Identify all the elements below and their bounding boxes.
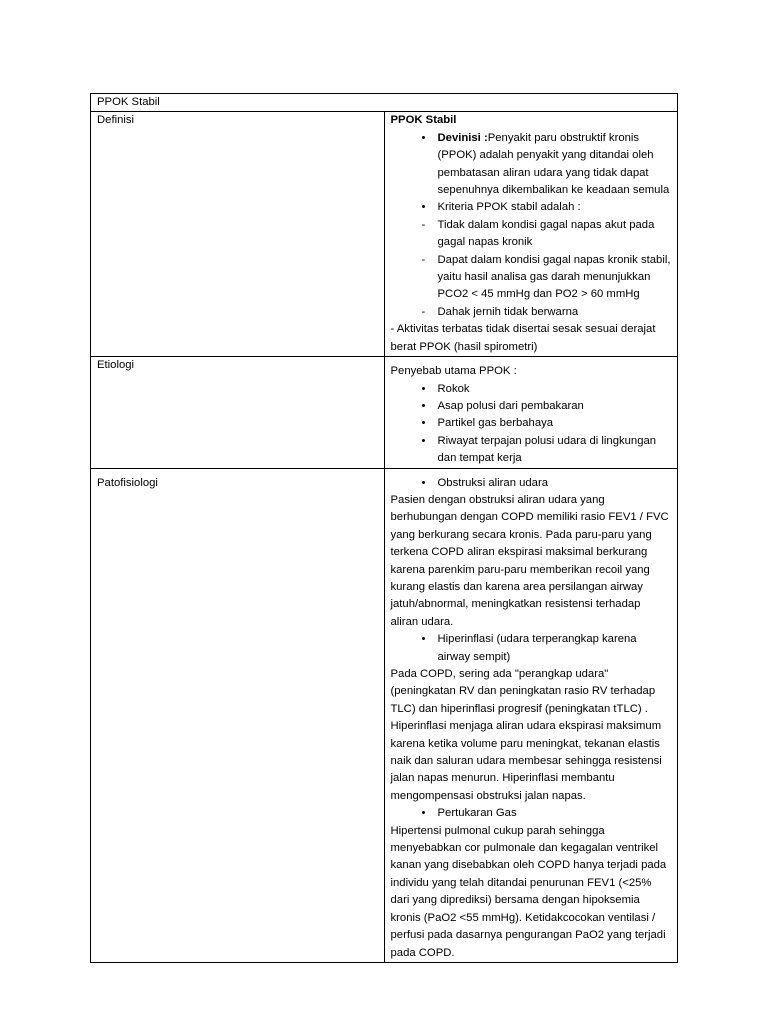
table-row-patofisiologi [91,468,678,962]
bullet-mark: • [421,417,426,430]
table-row-etiologi [91,357,678,468]
table-row-definisi [91,112,678,357]
dash-mark: - [421,253,426,266]
ppok-table [90,93,678,963]
list-item-text: Dahak jernih tidak berwarna [437,305,579,318]
table-header-cell: PPOK Stabil [91,94,678,112]
bullet-mark: • [421,131,426,144]
list-item-text: Rokok [437,382,470,395]
list-item-text: Obstruksi aliran udara [437,476,549,489]
row-label-patofisiologi [91,468,385,962]
list-item [391,199,672,216]
list-item [391,304,672,321]
row-content-patofisiologi [384,468,678,962]
list-item-text: Riwayat terpajan polusi udara di lingkungan dan tempat kerja [437,434,657,465]
dash-mark: - [421,305,426,318]
bullet-mark: • [421,633,426,646]
list-item [391,398,672,415]
row-content-etiologi [384,357,678,468]
list-item [391,217,672,252]
definisi-text: Penyakit paru obstruktif kronis (PPOK) adalah penyakit yang ditandai oleh pembatasan aliran udara yang tidak dapat sepenuhnya dikembalikan ke keadaan semula [437,131,670,197]
list-item-text: Partikel gas berbahaya [437,417,554,430]
definisi-title: PPOK Stabil [390,114,457,127]
list-item-text: Kriteria PPOK stabil adalah : [437,201,581,214]
paragraph: Pada COPD, sering ada "perangkap udara" (peningkatan RV dan peningkatan rasio RV terhadap TLC) dan hiperinflasi progresif (peningkatan tTLC) . Hiperinflasi menjaga aliran udara ekspirasi maksimum karena ketika volume paru meningkat, tekanan elastis naik dan saluran udara membesar sehingga resistensi jalan napas menurun. Hiperinflasi membantu mengompensasi obstruksi jalan napas. [390,668,662,802]
row-content-definisi [384,112,678,357]
bullet-mark: • [421,399,426,412]
paragraph: Pasien dengan obstruksi aliran udara yang berhubungan dengan COPD memiliki rasio FEV1 / FVC yang berkurang secara kronis. Pada paru-paru yang terkena COPD aliran ekspirasi maksimal berkurang karena parenkim paru-paru memberikan recoil yang kurang elastis dan karena area persilangan airway jatuh/abnormal, meningkatkan resistensi terhadap aliran udara. [390,493,669,628]
list-item [391,130,672,200]
list-item [391,805,672,822]
definisi-term: Devinisi : [437,131,488,144]
list-item-text: Pertukaran Gas [437,807,517,820]
list-item [391,415,672,432]
paragraph: - Aktivitas terbatas tidak disertai sesak sesuai derajat berat PPOK (hasil spirometri) [390,323,656,353]
list-item-text: Tidak dalam kondisi gagal napas akut pada gagal napas kronik [437,218,655,249]
row-label-etiologi: Etiologi [91,357,385,468]
list-item-text: Dapat dalam kondisi gagal napas kronik stabil, yaitu hasil analisa gas darah menunjukkan PCO2 < 45 mmHg dan PO2 > 60 mmHg [437,253,671,301]
table-header-row [91,94,678,112]
bullet-mark: • [421,382,426,395]
bullet-mark: • [421,476,426,489]
bullet-mark: • [421,201,426,214]
bullet-mark: • [421,807,426,820]
list-item-text: Asap polusi dari pembakaran [437,399,584,412]
list-item [391,475,672,492]
paragraph: Penyebab utama PPOK : [390,365,517,378]
list-item [391,631,672,666]
dash-mark: - [421,218,426,231]
paragraph: Hipertensi pulmonal cukup parah sehingga menyebabkan cor pulmonale dan kegagalan ventrikel kanan yang disebabkan oleh COPD hanya terjadi pada individu yang telah ditandai penurunan FEV1 (<25% dari yang diprediksi) bersama dengan hipoksemia kronis (PaO2 <55 mmHg). Ketidakcocokan ventilasi / perfusi pada dasarnya pengurangan PaO2 yang terjadi pada COPD. [390,824,667,959]
list-item-text: Hiperinflasi (udara terperangkap karena airway sempit) [437,633,637,663]
bullet-mark: • [421,434,426,447]
row-label-text: Patofisiologi [97,476,158,489]
row-label-definisi: Definisi [91,112,385,357]
list-item [391,252,672,304]
list-item [391,433,672,468]
list-item [391,381,672,398]
